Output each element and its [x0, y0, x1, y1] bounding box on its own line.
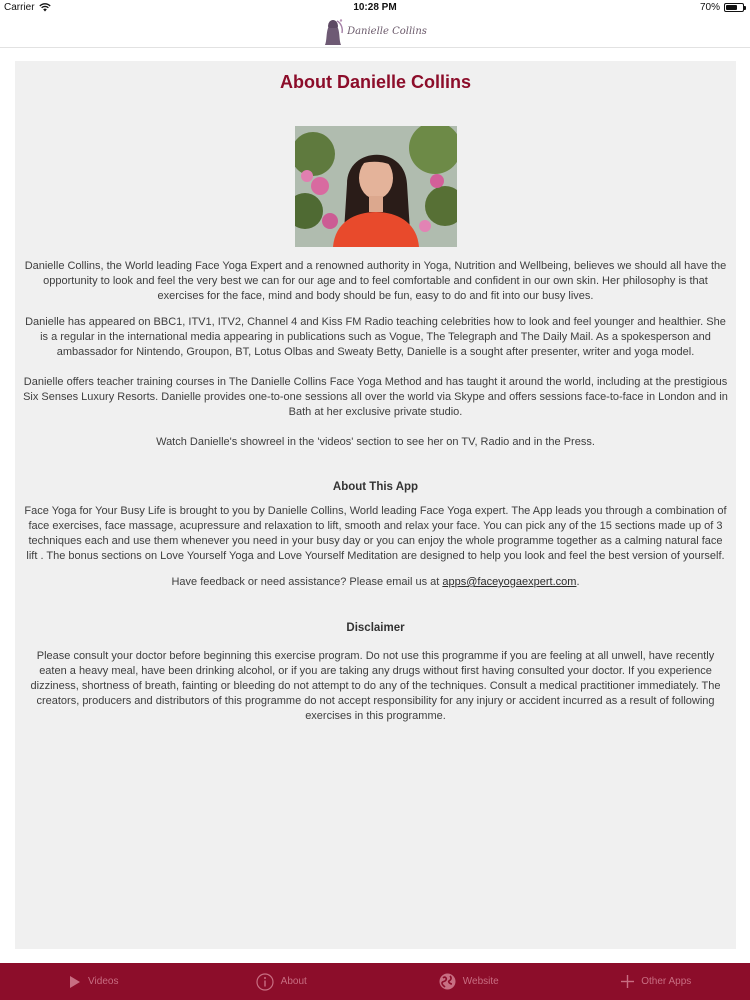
play-icon: [69, 975, 81, 989]
carrier-label: Carrier: [4, 2, 35, 13]
battery-fill: [726, 5, 737, 10]
feedback-suffix: .: [576, 576, 580, 588]
status-bar: [0, 0, 750, 16]
brand-logo: [323, 18, 427, 46]
battery-icon: [724, 3, 744, 12]
info-icon: [256, 973, 274, 991]
feedback-paragraph: [23, 575, 728, 590]
tab-bar: [0, 963, 750, 1000]
about-app-heading: About This App: [332, 481, 419, 493]
bio-paragraph: Danielle has appeared on BBC1, ITV1, ITV2, Channel 4 and Kiss FM Radio teaching celebrities how to look and feel younger and healthier. She is a regular in the international media appearing in publications such as Vogue, The Telegraph and The Daily Mail. As a spokesperson and ambassador for Nintendo, Groupon, BT, Lotus Olbas and Sweaty Betty, Danielle is a sought after presenter, writer and yoga model.: [25, 316, 726, 358]
logo-text: Danielle Collins: [347, 26, 427, 37]
logo-silhouette-icon: [323, 18, 345, 46]
clock: 10:28 PM: [353, 2, 397, 13]
disclaimer-heading: Disclaimer: [346, 622, 405, 634]
tab-label: Other Apps: [641, 976, 692, 987]
page-title: About Danielle Collins: [279, 72, 471, 92]
plus-icon: [621, 975, 634, 988]
tab-label: Videos: [88, 976, 119, 987]
tab-label: About: [280, 976, 307, 987]
battery-indicator: [700, 2, 744, 13]
navigation-bar: [0, 16, 750, 48]
feedback-text: Have feedback or need assistance? Please email us at: [171, 576, 443, 588]
tab-label: Website: [462, 976, 499, 987]
globe-icon: [439, 973, 456, 990]
showreel-paragraph: Watch Danielle's showreel in the 'videos' section to see her on TV, Radio and in the Press.: [156, 436, 595, 448]
profile-photo: [295, 126, 457, 247]
tab-website[interactable]: [375, 963, 563, 1000]
bio-paragraph: Danielle Collins, the World leading Face Yoga Expert and a renowned authority in Yoga, Nutrition and Wellbeing, believes we should all have the opportunity to look and feel the very best we can for our age and to feel comfortable and confident in our own skin. Her philosophy is that exercises for the face, mind and body should be fun, easy to do and fit into our busy lives.: [24, 260, 727, 302]
bio-paragraph: Danielle offers teacher training courses in The Danielle Collins Face Yoga Method and has taught it around the world, including at the prestigious Six Senses Luxury Resorts. Danielle provides one-to-one sessions all over the world via Skype and offers sessions face-to-face in London and in Bath at her exclusive private studio.: [23, 376, 728, 418]
about-content[interactable]: [15, 61, 736, 949]
tab-other-apps[interactable]: [563, 963, 750, 1000]
battery-percent: 70%: [699, 2, 720, 13]
disclaimer-paragraph: Please consult your doctor before beginning this exercise program. Do not use this programme if you are feeling at all unwell, have recently eaten a heavy meal, have been drinking alcohol, or if you are taking any drugs without first having consulted your doctor. If you experience dizziness, shortness of breath, fainting or bleeding do not attempt to do any of the techniques. Consult a medical practitioner immediately. The creators, producers and distributors of this programme do not accept responsibility for any injury or accident incurred as a result of following exercises in this programme.: [30, 650, 721, 722]
tab-about[interactable]: [188, 963, 376, 1000]
email-link[interactable]: apps@faceyogaexpert.com: [442, 576, 577, 588]
about-app-paragraph: Face Yoga for Your Busy Life is brought to you by Danielle Collins, World leading Face Yoga expert. The App leads you through a combination of face exercises, face massage, acupressure and relaxation to lift, smooth and relax your face. You can pick any of the 15 sections made up of 3 techniques each and use them whenever you need in your busy day or you can enjoy the whole programme together as a calming natural face lift . The bonus sections on Love Yourself Yoga and Love Yourself Meditation are designed to help you look and feel the best version of yourself.: [24, 505, 727, 562]
tab-videos[interactable]: [0, 963, 188, 1000]
